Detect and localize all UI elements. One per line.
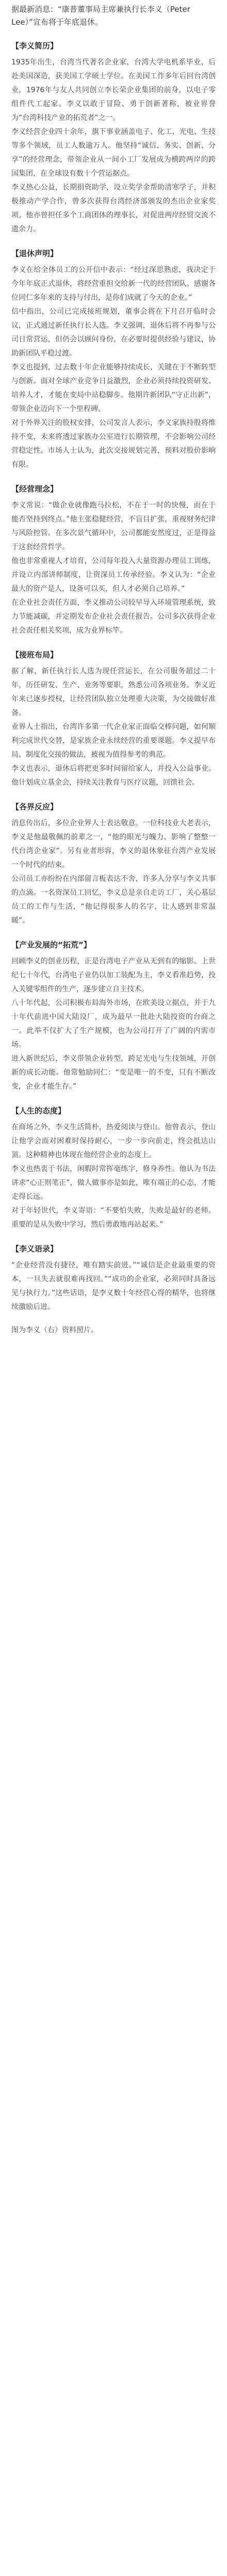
section-paragraph: 回顾李义的创业历程，正是台湾电子产业从无到有的缩影。上世纪七十年代，台湾电子业仍以加工装配为主，李义看准趋势，投入关键零组件的生产，逐步建立自主技术。 (11, 957, 216, 993)
section-paragraph: 李义也提到，过去数十年企业能够持续成长，关键在于不断转型与创新。面对全球产业竞争日益激烈，企业必须持续投资研发、培养人才，才能在变局中站稳脚步。他期许新团队“守正出新”，带领企业迈向下一个里程碑。 (11, 363, 216, 413)
section-title: 【李义简历】 (11, 41, 58, 50)
section-title: 【退休声明】 (11, 249, 58, 258)
article-sections (11, 40, 216, 1314)
section-paragraph: 消息传出后，多位企业界人士表达敬意。一位科技业大老表示，李义是他最敬佩的前辈之一，“他的眼光与魄力，影响了整整一代台湾企业家”。另有业者形容，李义的退休象征台湾产业发展一个时代的结束。 (11, 819, 216, 869)
section-paragraph: 他也非常重视人才培育，公司每年投入大量资源办理员工训练，并设立内部讲师制度，让资深员工传承经验。李义认为：“企业最大的资产是人，设备可以买，但人才必须自己培养。” (11, 557, 216, 593)
section-title: 【经营理念】 (11, 484, 58, 494)
section-paragraph: 李义热心公益，长期捐资助学，设立奖学金帮助清寒学子，并积极推动产学合作，曾多次获得台湾经济部颁发的杰出企业家奖项。他亦曾担任多个工商团体的理事长，对促进两岸经贸交流不遗余力。 (11, 183, 216, 233)
section-paragraph: 对于年轻世代，李义寄语：“不要怕失败，失败是最好的老师。重要的是从失败中学习，然后勇敢地再站起来。” (11, 1207, 216, 1229)
section-paragraph: 在企业社会责任方面，李义推动公司较早导入环境管理系统，致力节能减碳，并定期发布企业社会责任报告。公司多次获得企业社会责任相关奖项，成为业界标竿。 (11, 599, 216, 635)
section-title: 【各界反应】 (11, 802, 58, 811)
section-paragraph: 对于外界关注的股权安排，公司发言人表示，李义家族持股将维持不变，未来将透过家族办公室进行长期管理，不会影响公司经营稳定性。市场人士认为，此次交接规划完善，预料对股价影响有限。 (11, 419, 216, 469)
section-paragraph: 据了解，新任执行长人选为现任营运长，在公司服务超过二十年，历任研发、生产、业务等要职，熟悉公司各项业务。李义近年来已逐步授权，让经营团队独立处理重大决策，为交接做好准备。 (11, 667, 216, 717)
section-paragraph: 业界人士指出，台湾许多第一代企业家正面临交棒问题，如何顺利完成世代交替，是家族企业永续经营的重要课题。李义提早布局、制度化交接的做法，被视为值得参考的典范。 (11, 723, 216, 759)
section-title: 【人生的态度】 (11, 1106, 66, 1115)
section-paragraph: 李义也表示，退休后将把更多时间留给家人，并投入公益事业。他计划成立基金会，持续关注教育与医疗议题，回馈社会。 (11, 765, 216, 787)
section-paragraph: 公司员工亦纷纷在内部留言板表达不舍，许多人分享与李义共事的点滴。一名资深员工回忆，李义总是亲自走访工厂，关心基层员工的工作与生活，“他记得很多人的名字，让人感到非常温暖”。 (11, 875, 216, 925)
section-title: 【接班布局】 (11, 650, 58, 659)
intro-paragraph: 据最新消息：“康普董事局主席兼执行长李义（Peter Lee）”宣布将于年底退休。 (11, 5, 190, 27)
section-paragraph: 在商场之外，李义生活简朴，热爱阅读与登山。他曾表示，登山让他学会面对困难时保持耐心，一步一步向前走，终会抵达山顶。这种精神也体现在他经营企业的态度上。 (11, 1123, 216, 1159)
closing-line: 图为李义（右）资料照片。 (11, 1326, 98, 1334)
section-paragraph: 信中指出，公司已完成接班规划，董事会将在下月召开临时会议，正式通过新任执行长人选。李义强调，退休后将不再参与公司日常营运，但仍会以顾问身份，在必要时提供经验与建议，协助新团队平稳过渡。 (11, 308, 216, 358)
section-paragraph: 八十年代起，公司积极布局海外市场，在欧美设立据点，并于九十年代前进中国大陆设厂，成为最早一批赴大陆投资的台商之一。此举不仅扩大了生产规模，也为公司打开了广阔的内需市场。 (11, 999, 216, 1049)
section-paragraph: 进入新世纪后，李义带领企业转型，跨足光电与生技领域，开创新的成长动能。他常勉励同仁：“变是唯一的不变，只有不断改变，企业才能生存。” (11, 1055, 216, 1091)
section-paragraph: 李义也热衷于书法，闲暇时常挥毫练字，修身养性。他认为书法讲求“心正则笔正”，做人做事亦是如此，唯有端正的心态，才能走得长远。 (11, 1165, 216, 1201)
section-paragraph: 1935年出生，台湾当代著名企业家，台湾大学电机系毕业，后赴美国深造，获美国工学硕士学位。在美国工作多年后回台湾创业，1976年与友人共同创立李长荣企业集团的前身，以电子零组件代工起家。李义以敢于冒险、勇于创新著称，被业界誉为“台湾科技产业的拓荒者”之一。 (11, 58, 216, 122)
section-title: 【产业发展的“拓荒”】 (11, 940, 91, 950)
article-content (11, 0, 216, 1337)
section-paragraph: “企业经营没有捷径，唯有踏实前进。”“诚信是企业最重要的资本，一旦失去就很难再找回。”“成功的企业家，必须同时具备远见与执行力。”这些话语，是李义数十年经营心得的精华，也将继续激励后进。 (11, 1261, 216, 1311)
section-paragraph: 李义在给全体员工的公开信中表示：“经过深思熟虑，我决定于今年年底正式退休，将经营重担交给新一代的经营团队。感谢各位同仁多年来的支持与付出，是你们成就了今天的企业。” (11, 266, 216, 302)
section-paragraph: 李义常说：“做企业就像跑马拉松，不在于一时的快慢，而在于能否坚持到终点。”他主张稳健经营，不盲目扩张，重视财务纪律与风险控管。在多次景气循环中，公司都能安然度过，正是得益于这套经营哲学。 (11, 501, 216, 551)
section-title: 【李义语录】 (11, 1244, 58, 1253)
section-paragraph: 李义经营企业四十余年，旗下事业涵盖电子、化工、光电、生技等多个领域，员工人数逾万人。他坚持“诚信、务实、创新、分享”的经营理念，带领企业从一间小工厂发展成为横跨两岸的跨国集团，在全球设有数十个营运据点。 (11, 128, 216, 178)
